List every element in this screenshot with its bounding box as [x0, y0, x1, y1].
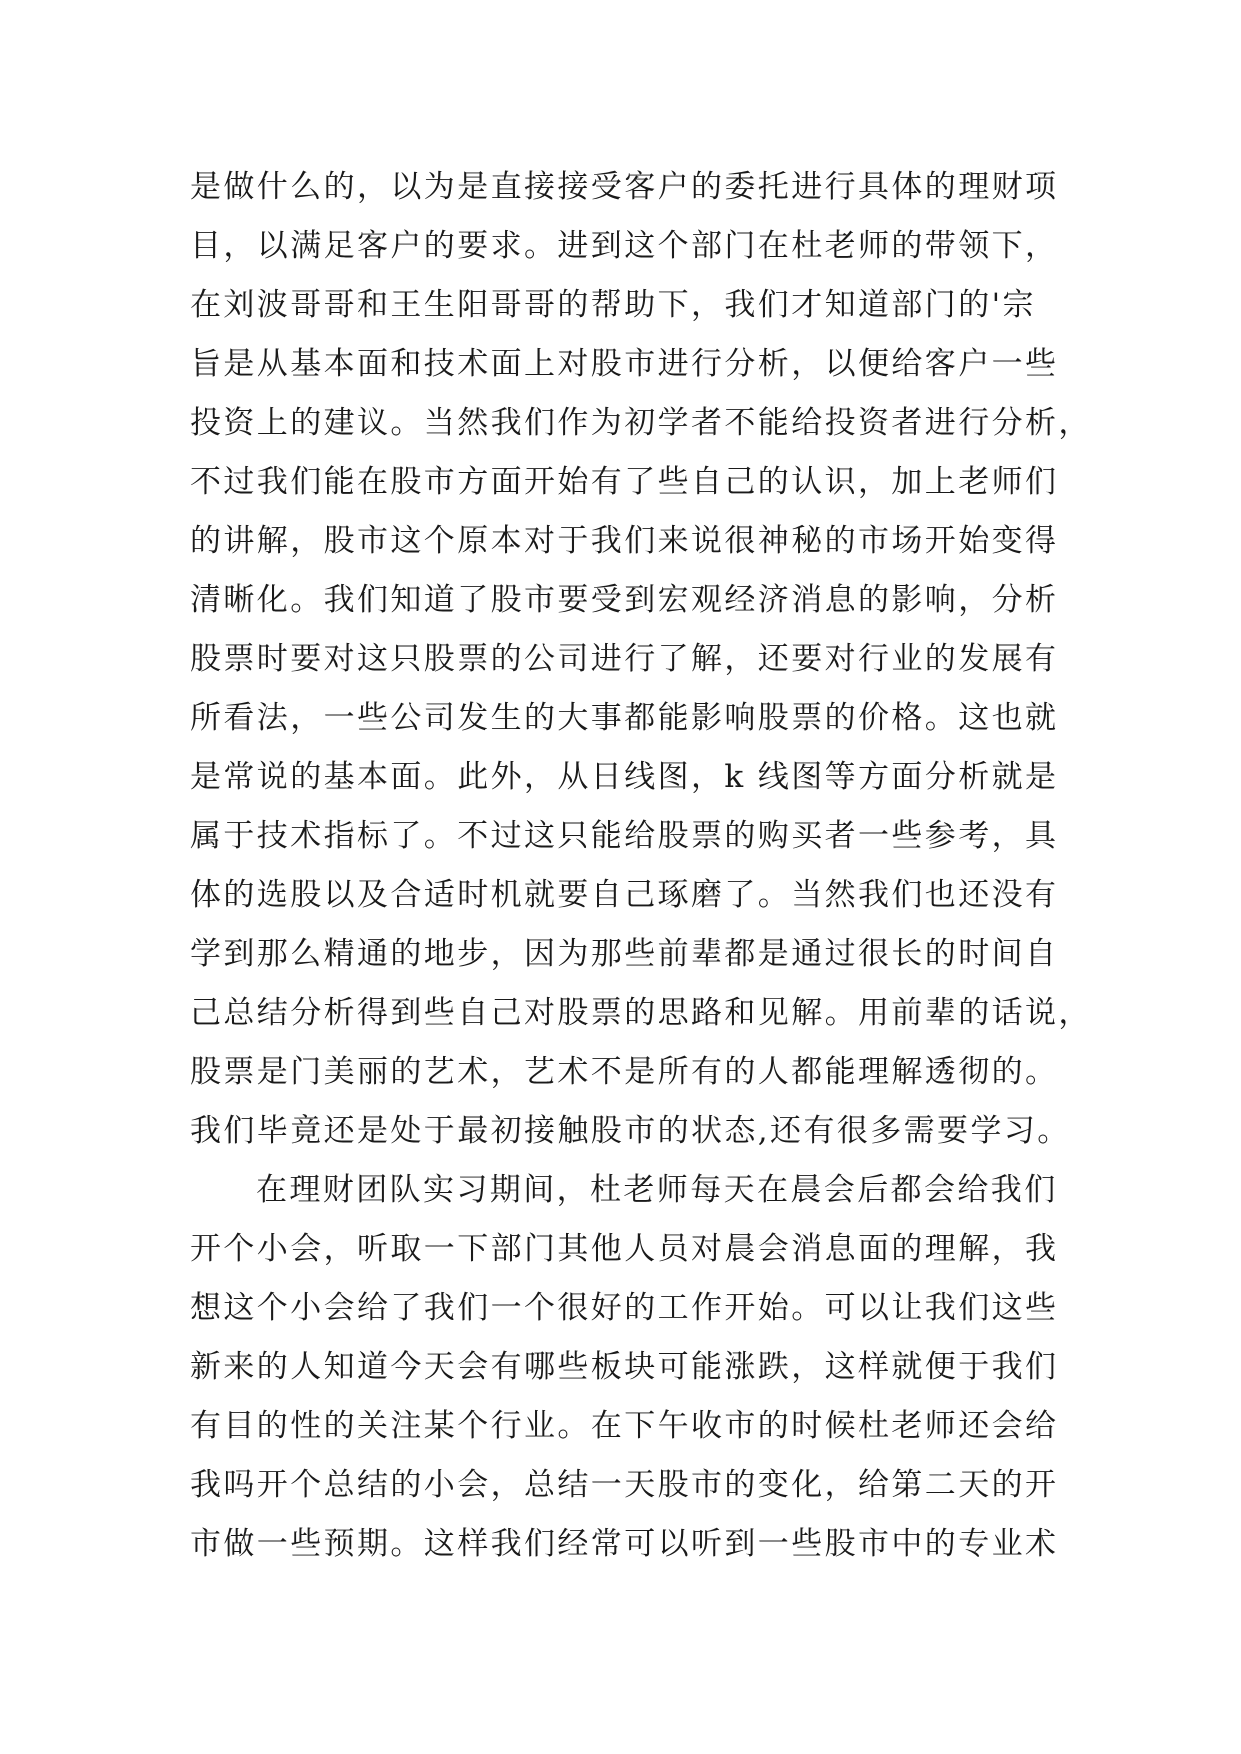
paragraph-start-line: 在理财团队实习期间，杜老师每天在晨会后都会给我们	[256, 1172, 1058, 1208]
text-line: 属于技术指标了。不过这只能给股票的购买者一些参考，具	[190, 818, 1059, 854]
text-line: 新来的人知道今天会有哪些板块可能涨跌，这样就便于我们	[190, 1349, 1059, 1385]
text-line: 旨是从基本面和技术面上对股市进行分析，以便给客户一些	[190, 346, 1059, 382]
text-line: 投资上的建议。当然我们作为初学者不能给投资者进行分析，	[190, 405, 1092, 441]
text-line: 在刘波哥哥和王生阳哥哥的帮助下，我们才知道部门的'宗	[190, 287, 1036, 323]
text-line: 是做什么的，以为是直接接受客户的委托进行具体的理财项	[190, 169, 1059, 205]
text-line: 不过我们能在股市方面开始有了些自己的认识，加上老师们	[190, 464, 1059, 500]
text-line: 己总结分析得到些自己对股票的思路和见解。用前辈的话说，	[190, 995, 1092, 1031]
text-line: 想这个小会给了我们一个很好的工作开始。可以让我们这些	[190, 1290, 1059, 1326]
text-line: 学到那么精通的地步，因为那些前辈都是通过很长的时间自	[190, 936, 1059, 972]
text-line: 我们毕竟还是处于最初接触股市的状态,还有很多需要学习。	[190, 1113, 1071, 1149]
text-line: 目，以满足客户的要求。进到这个部门在杜老师的带领下，	[190, 228, 1059, 264]
text-line: 的讲解，股市这个原本对于我们来说很神秘的市场开始变得	[190, 523, 1059, 559]
text-line: 股票是门美丽的艺术，艺术不是所有的人都能理解透彻的。	[190, 1054, 1059, 1090]
text-line: 开个小会，听取一下部门其他人员对晨会消息面的理解，我	[190, 1231, 1059, 1267]
text-line: 清晰化。我们知道了股市要受到宏观经济消息的影响，分析	[190, 582, 1059, 618]
text-line: 有目的性的关注某个行业。在下午收市的时候杜老师还会给	[190, 1408, 1059, 1444]
text-line: 股票时要对这只股票的公司进行了解，还要对行业的发展有	[190, 641, 1059, 677]
text-line: 体的选股以及合适时机就要自己琢磨了。当然我们也还没有	[190, 877, 1059, 913]
text-line: 我吗开个总结的小会，总结一天股市的变化，给第二天的开	[190, 1467, 1059, 1503]
text-line: 是常说的基本面。此外，从日线图，k 线图等方面分析就是	[190, 759, 1059, 795]
text-line: 市做一些预期。这样我们经常可以听到一些股市中的专业术	[190, 1526, 1059, 1562]
body-text	[190, 158, 1092, 1574]
text-line: 所看法，一些公司发生的大事都能影响股票的价格。这也就	[190, 700, 1059, 736]
